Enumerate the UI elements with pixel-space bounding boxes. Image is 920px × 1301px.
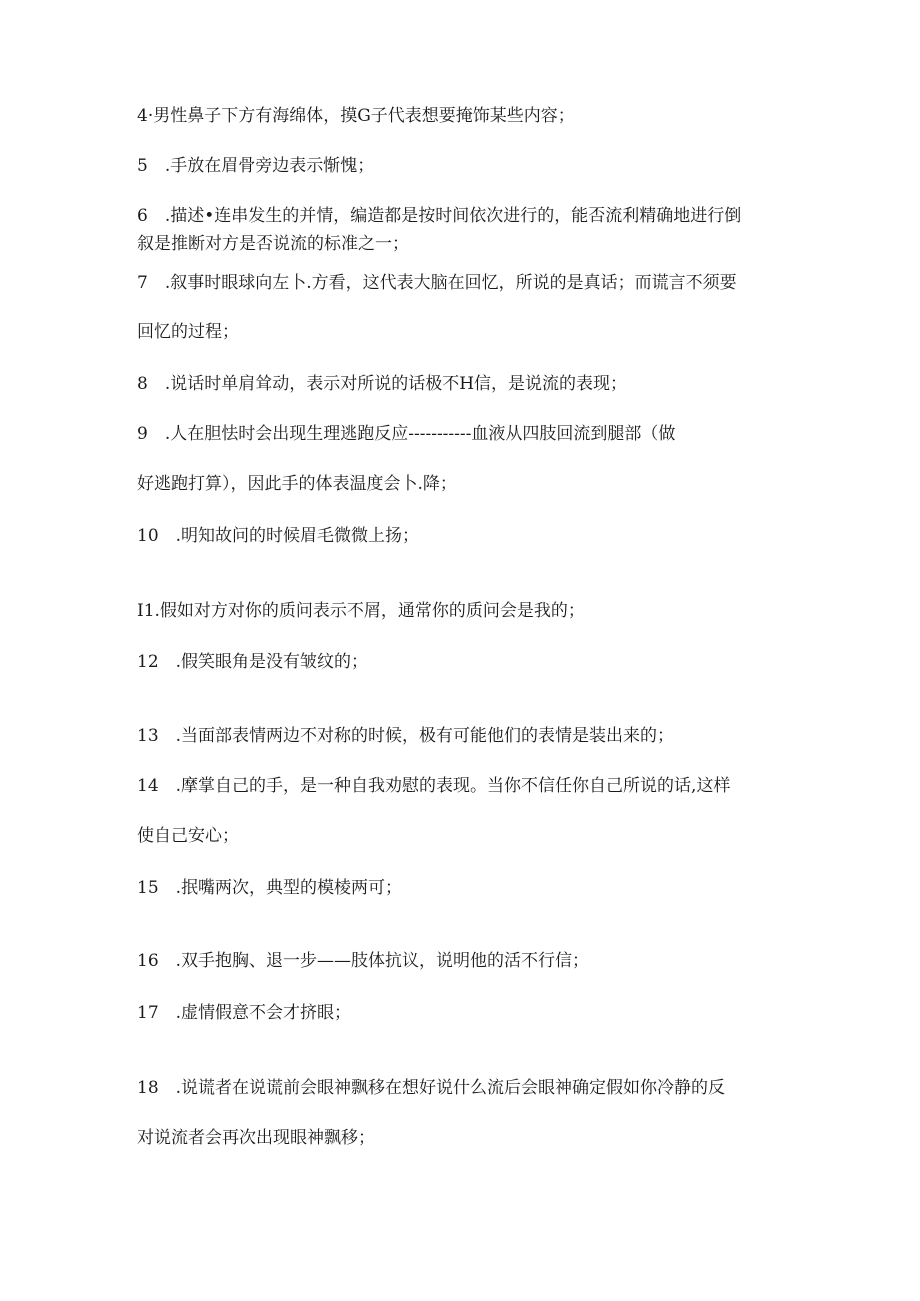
item-9-line-1: 9 .人在胆怯时会出现生理逃跑反应-----------血液从四肢回流到腿部（做 [137, 424, 676, 444]
item-14-line-2: 使自己安心； [137, 826, 239, 846]
item-17-line: 17 .虚情假意不会才挤眼； [137, 1003, 352, 1023]
item-10-line: 10 .明知故问的时候眉毛微微上扬； [137, 526, 420, 546]
item-7-line-2: 回忆的过程； [137, 322, 239, 342]
item-6-line-1: 6 .描述•连串发生的并情，编造都是按时间依次进行的，能否流利精确地进行倒 [137, 206, 742, 226]
item-12-line: 12 .假笑眼角是没有皱纹的； [137, 652, 369, 672]
item-18-line-2: 对说流者会再次出现眼神飘移； [137, 1128, 375, 1148]
item-16-line: 16 .双手抱胸、退一步——肢体抗议，说明他的活不行信； [137, 951, 590, 971]
item-5-line: 5 .手放在眉骨旁边表示惭愧； [137, 156, 375, 176]
item-6-line-2: 叙是推断对方是否说流的标准之一； [137, 234, 409, 254]
item-13-line: 13 .当面部表情两边不对称的时候，极有可能他们的表情是装出来的； [137, 726, 675, 746]
item-14-line-1: 14 .摩掌自己的手，是一种自我劝慰的表现。当你不信任你自己所说的话,这样 [137, 776, 731, 796]
item-7-line-1: 7 .叙事时眼球向左卜.方看，这代表大脑在回忆，所说的是真话；而谎言不须要 [137, 273, 737, 293]
item-18-line-1: 18 .说谎者在说谎前会眼神飘移在想好说什么流后会眼神确定假如你冷静的反 [137, 1078, 726, 1098]
item-4-line: 4·男性鼻子下方有海绵体，摸G子代表想要掩饰某些内容； [137, 106, 575, 126]
item-15-line: 15 .抿嘴两次，典型的模棱两可； [137, 878, 403, 898]
item-8-line: 8 .说话时单肩耸动，表示对所说的话极不H信，是说流的表现； [137, 374, 628, 394]
item-9-line-2: 好逃跑打算），因此手的体表温度会卜.降； [137, 474, 457, 494]
item-11-line: I1.假如对方对你的质问表示不屑，通常你的质问会是我的； [137, 601, 585, 621]
